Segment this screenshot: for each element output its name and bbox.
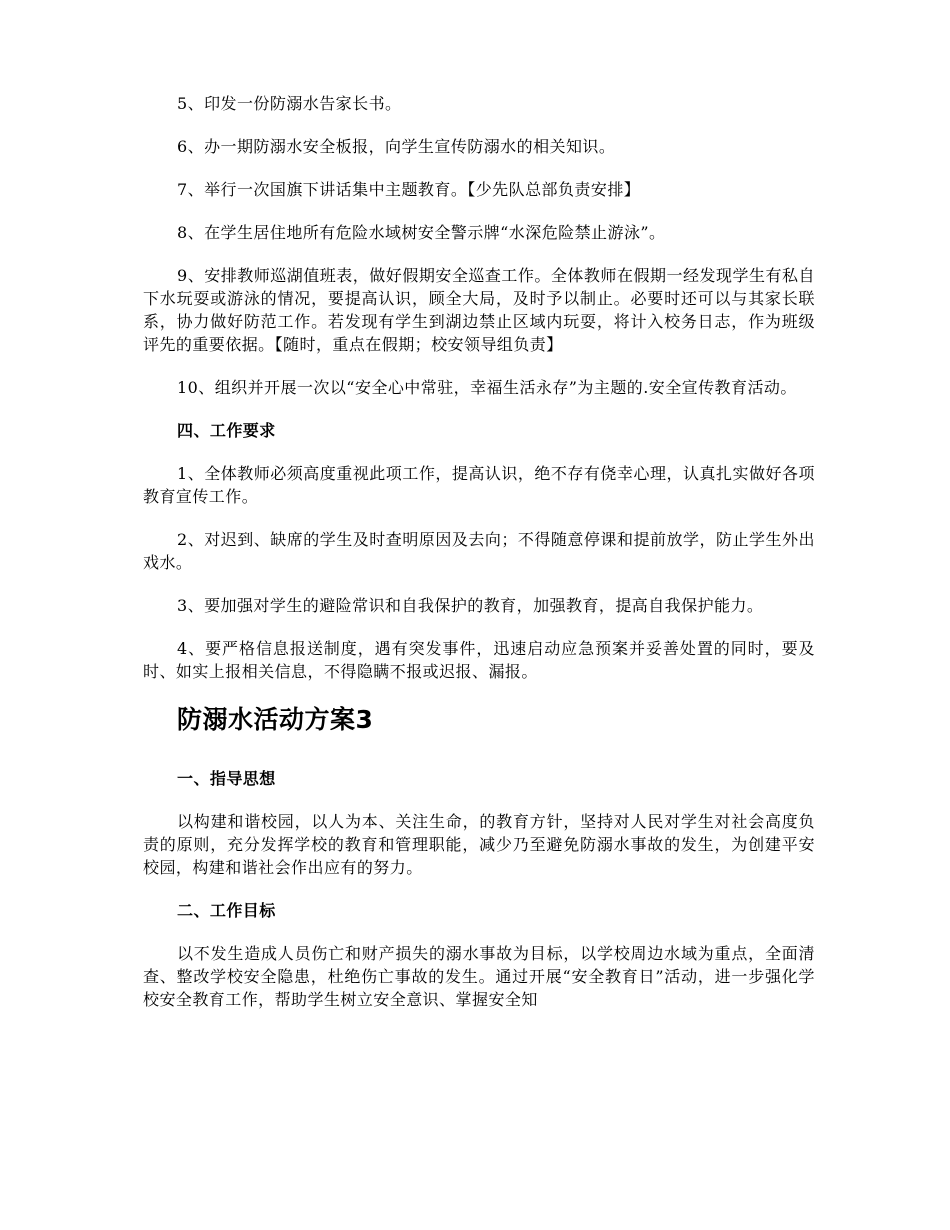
list-item: 7、举行一次国旗下讲话集中主题教育。【少先队总部负责安排】	[177, 180, 641, 199]
list-item: 4、要严格信息报送制度，遇有突发事件，迅速启动应急预案并妥善处置的同时，要及时、如实上报相关信息，不得隐瞒不报或迟报、漏报。	[143, 639, 815, 681]
list-item: 1、全体教师必须高度重视此项工作，提高认识，绝不存有侥幸心理，认真扎实做好各项教育宣传工作。	[143, 464, 815, 506]
list-item: 9、安排教师巡湖值班表，做好假期安全巡查工作。全体教师在假期一经发现学生有私自下水玩耍或游泳的情况，要提高认识，顾全大局，及时予以制止。必要时还可以与其家长联系，协力做好防范工作。若发现有学生到湖边禁止区域内玩耍，将计入校务日志，作为班级评先的重要依据。【随时，重点在假期；校安领导组负责】	[143, 266, 815, 354]
plan-title: 防溺水活动方案3	[177, 705, 374, 734]
list-item: 2、对迟到、缺席的学生及时查明原因及去向；不得随意停课和提前放学，防止学生外出戏水。	[143, 530, 815, 572]
list-item: 8、在学生居住地所有危险水域树安全警示牌“水深危险禁止游泳”。	[177, 223, 666, 242]
section-heading-work-goals: 二、工作目标	[177, 901, 276, 920]
section-heading-guiding-thought: 一、指导思想	[177, 769, 276, 788]
list-item: 6、办一期防溺水安全板报，向学生宣传防溺水的相关知识。	[177, 137, 616, 156]
list-item: 3、要加强对学生的避险常识和自我保护的教育，加强教育，提高自我保护能力。	[177, 596, 764, 615]
document-page	[143, 92, 815, 1031]
section-heading-work-requirements: 四、工作要求	[177, 421, 276, 440]
list-item: 5、印发一份防溺水告家长书。	[177, 94, 402, 113]
paragraph-guiding-thought: 以构建和谐校园，以人为本、关注生命，的教育方针，坚持对人民对学生对社会高度负责的原则，充分发挥学校的教育和管理职能，减少乃至避免防溺水事故的发生，为创建平安校园，构建和谐社会作出应有的努力。	[143, 812, 815, 877]
list-item: 10、组织并开展一次以“安全心中常驻，幸福生活永存”为主题的.安全宣传教育活动。	[177, 378, 797, 397]
paragraph-work-goals: 以不发生造成人员伤亡和财产损失的溺水事故为目标，以学校周边水域为重点，全面清查、整改学校安全隐患，杜绝伤亡事故的发生。通过开展“安全教育日”活动，进一步强化学校安全教育工作，帮助学生树立安全意识、掌握安全知	[143, 944, 815, 1009]
